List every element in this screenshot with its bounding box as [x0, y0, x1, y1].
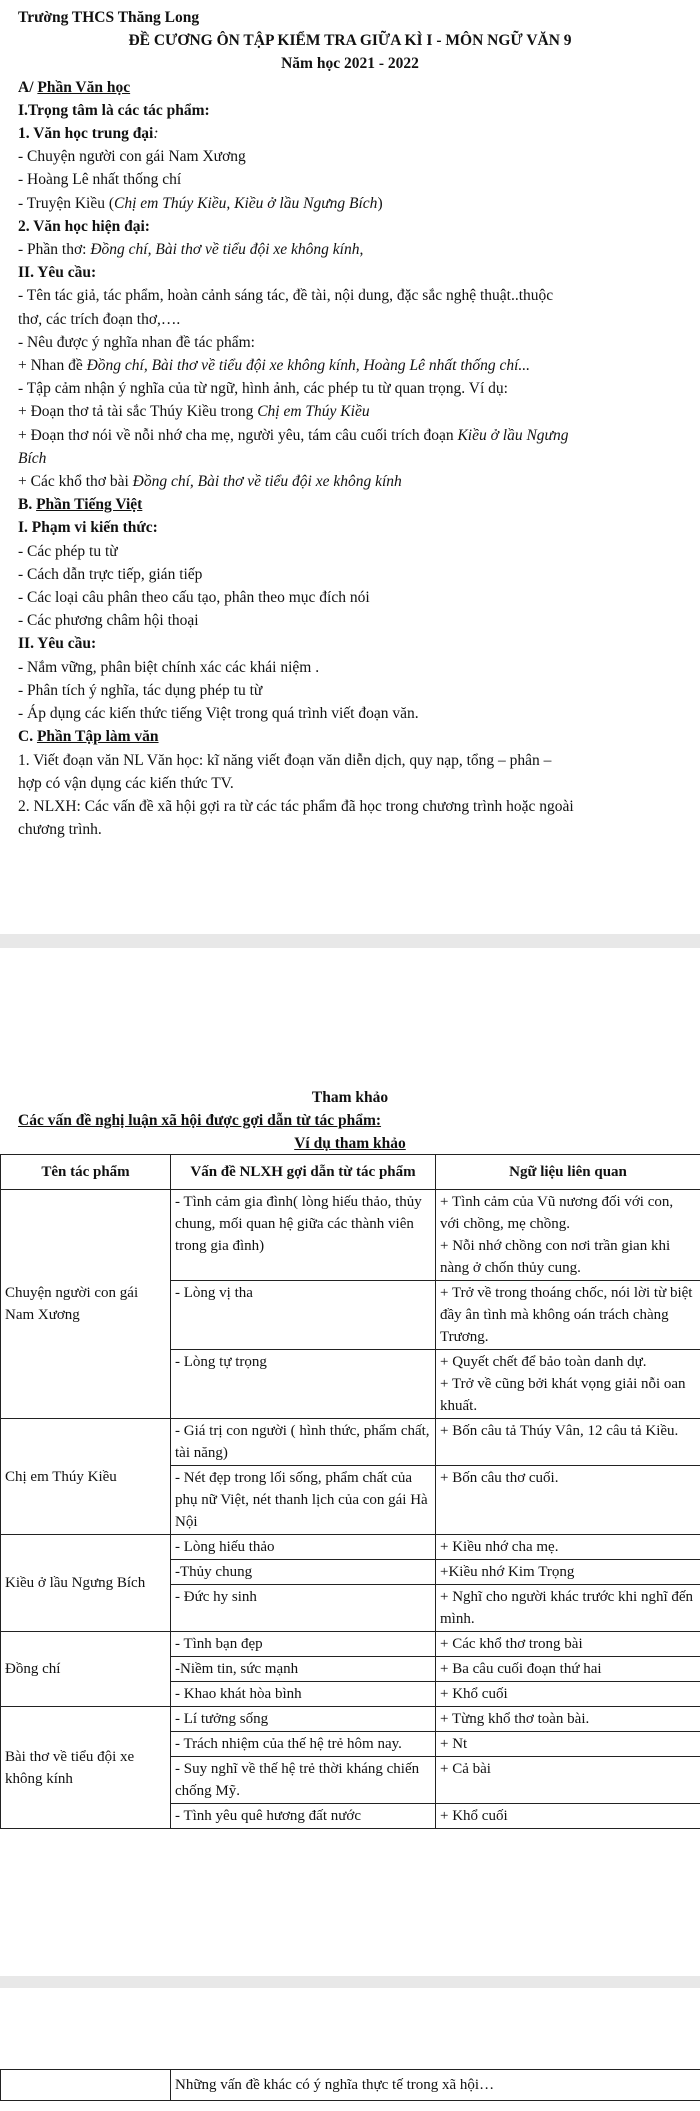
list-item: thơ, các trích đoạn thơ,…. [18, 310, 181, 328]
issue-cell: - Lòng vị tha [171, 1281, 436, 1350]
reference-heading-block [18, 1086, 682, 1156]
table-row [1, 1535, 700, 1560]
evidence-cell: + Bốn câu thơ cuối. [436, 1466, 700, 1535]
list-item [18, 354, 682, 377]
list-item: - Tập cảm nhận ý nghĩa của từ ngữ, hình ảnh, các phép tu từ quan trọng. Ví dụ: [18, 380, 508, 398]
text: + Nhan đề [18, 357, 87, 375]
section-b-heading [18, 493, 682, 516]
header-evidence: Ngữ liệu liên quan [436, 1155, 700, 1190]
reference-title: Tham khảo [311, 1089, 389, 1106]
school-year: Năm học 2021 - 2022 [281, 55, 419, 73]
section-c-title: Phần Tập làm văn [36, 728, 159, 746]
evidence-cell: + Ba câu cuối đoạn thứ hai [436, 1657, 700, 1682]
section-a-part1: I.Trọng tâm là các tác phẩm: [18, 101, 210, 119]
list-item [18, 238, 682, 261]
list-item: - Nắm vững, phân biệt chính xác các khái niệm . [18, 658, 320, 676]
list-item: - Các phương châm hội thoại [18, 612, 199, 630]
issues-table [0, 1154, 700, 1829]
list-item [18, 192, 682, 215]
text-italic: Kiều ở lầu Ngưng [457, 426, 569, 444]
evidence-cell: + Nghĩ cho người khác trước khi nghĩ đến mình. [436, 1585, 700, 1632]
text-italic: Đồng chí, Bài thơ về tiểu đội xe không kính [132, 473, 402, 491]
evidence-cell: + Trở về trong thoáng chốc, nói lời từ biệt đầy ân tình mà không oán trách chàng Trương. [436, 1281, 700, 1350]
issue-cell: - Tình yêu quê hương đất nước [171, 1804, 436, 1829]
page-3 [0, 1988, 700, 2111]
school-name: Trường THCS Thăng Long [18, 9, 200, 26]
table-cell [1, 2070, 171, 2101]
reference-subtitle: Các vấn đề nghị luận xã hội được gợi dẫn từ tác phẩm: [18, 1112, 382, 1130]
work-title-cell: Bài thơ về tiểu đội xe không kính [1, 1707, 171, 1829]
list-item: - Các loại câu phân theo cấu tạo, phân theo mục đích nói [18, 589, 370, 607]
list-item: - Hoàng Lê nhất thống chí [18, 171, 182, 189]
evidence-cell: + Từng khổ thơ toàn bài. [436, 1707, 700, 1732]
medieval-heading [18, 122, 682, 145]
section-a-title: Phần Văn học [37, 78, 131, 96]
list-item: 1. Viết đoạn văn NL Văn học: kĩ năng viết đoạn văn diễn dịch, quy nạp, tổng – phân – [18, 751, 552, 769]
evidence-cell: + Kiều nhớ cha mẹ. [436, 1535, 700, 1560]
issue-cell: - Tình bạn đẹp [171, 1632, 436, 1657]
continuation-table [0, 2069, 700, 2101]
work-title-cell: Kiều ở lầu Ngưng Bích [1, 1535, 171, 1632]
issue-cell: - Nét đẹp trong lối sống, phẩm chất của phụ nữ Việt, nét thanh lịch của con gái Hà Nội [171, 1466, 436, 1535]
section-c-heading [18, 725, 682, 748]
text: - Phần thơ: [18, 241, 91, 259]
text-italic: Chị em Thúy Kiều, Kiều ở lầu Ngưng Bích [114, 194, 378, 212]
page-2 [0, 948, 700, 1976]
section-b-title: Phần Tiếng Việt [36, 496, 143, 514]
header-work: Tên tác phẩm [1, 1155, 171, 1190]
list-item: - Các phép tu từ [18, 542, 118, 560]
list-item [18, 470, 682, 493]
issue-cell: - Khao khát hòa bình [171, 1682, 436, 1707]
evidence-cell: +Kiều nhớ Kim Trọng [436, 1560, 700, 1585]
work-title-cell: Đồng chí [1, 1632, 171, 1707]
issue-cell: - Giá trị con người ( hình thức, phẩm chất, tài năng) [171, 1419, 436, 1466]
section-c-prefix: C. [18, 728, 37, 746]
list-item: - Tên tác giả, tác phẩm, hoàn cảnh sáng tác, đề tài, nội dung, đặc sắc nghệ thuật..thuộc [18, 287, 554, 305]
issue-cell: -Niềm tin, sức mạnh [171, 1657, 436, 1682]
text: + Đoạn thơ tả tài sắc Thúy Kiều trong [18, 403, 258, 421]
modern-heading: 2. Văn học hiện đại: [18, 217, 150, 235]
text: - Truyện Kiều ( [18, 194, 115, 212]
section-b-prefix: B. [18, 496, 37, 514]
work-title-cell: Chị em Thúy Kiều [1, 1419, 171, 1535]
outline-content [18, 6, 682, 841]
section-b-part1: I. Phạm vi kiến thức: [18, 519, 158, 537]
medieval-colon: : [153, 125, 159, 143]
list-item: chương trình. [18, 821, 102, 839]
issue-cell: - Trách nhiệm của thế hệ trẻ hôm nay. [171, 1732, 436, 1757]
header-issue: Vấn đề NLXH gợi dẫn từ tác phẩm [171, 1155, 436, 1190]
text-italic: Đồng chí, Bài thơ về tiểu đội xe không kính, [90, 241, 364, 259]
table-body [1, 1190, 700, 1829]
list-item: hợp có vận dụng các kiến thức TV. [18, 774, 234, 792]
page-1 [0, 0, 700, 934]
text: ) [377, 194, 383, 212]
other-issues-note: Những vấn đề khác có ý nghĩa thực tế trong xã hội… [171, 2070, 700, 2101]
section-a-heading [18, 76, 682, 99]
list-item: - Chuyện người con gái Nam Xương [18, 148, 246, 166]
section-a-part2: II. Yêu cầu: [18, 264, 97, 282]
table-row [1, 1190, 700, 1281]
medieval-title: 1. Văn học trung đại [18, 125, 154, 143]
issue-cell: - Lòng tự trọng [171, 1350, 436, 1419]
evidence-cell: + Khổ cuối [436, 1804, 700, 1829]
issue-cell: - Suy nghĩ về thế hệ trẻ thời kháng chiến chống Mỹ. [171, 1757, 436, 1804]
issue-cell: - Lí tưởng sống [171, 1707, 436, 1732]
table-row [1, 1632, 700, 1657]
evidence-cell: + Quyết chết để bảo toàn danh dự. + Trở về cũng bởi khát vọng giải nỗi oan khuất. [436, 1350, 700, 1419]
list-item: - Cách dẫn trực tiếp, gián tiếp [18, 565, 203, 583]
list-item: Bích [18, 449, 47, 467]
text: + Đoạn thơ nói về nỗi nhớ cha mẹ, người yêu, tám câu cuối trích đoạn [18, 426, 458, 444]
text-italic: Chị em Thúy Kiều [257, 403, 370, 421]
evidence-cell: + Tình cảm của Vũ nương đối với con, với chồng, mẹ chồng. + Nỗi nhớ chồng con nơi trần gian khi nàng ở chốn thủy cung. [436, 1190, 700, 1281]
reference-example: Ví dụ tham khảo [294, 1135, 406, 1153]
list-item: - Nêu được ý nghĩa nhan đề tác phẩm: [18, 333, 255, 351]
list-item: - Phân tích ý nghĩa, tác dụng phép tu từ [18, 681, 263, 699]
evidence-cell: + Cả bài [436, 1757, 700, 1804]
table-row [1, 1707, 700, 1732]
evidence-cell: + Nt [436, 1732, 700, 1757]
document-title: ĐỀ CƯƠNG ÔN TẬP KIỂM TRA GIỮA KÌ I - MÔN NGỮ VĂN 9 [128, 32, 572, 50]
list-item [18, 424, 682, 447]
table-header-row [1, 1155, 700, 1190]
list-item: - Áp dụng các kiến thức tiếng Việt trong quá trình viết đoạn văn. [18, 705, 419, 723]
issue-cell: - Tình cảm gia đình( lòng hiếu thảo, thủy chung, mối quan hệ giữa các thành viên trong gia đình) [171, 1190, 436, 1281]
text: + Các khổ thơ bài [18, 473, 133, 491]
text-italic: Đồng chí, Bài thơ về tiểu đội xe không kính, Hoàng Lê nhất thống chí... [86, 357, 531, 375]
table-row [1, 1419, 700, 1466]
issue-cell: - Đức hy sinh [171, 1585, 436, 1632]
issue-cell: -Thủy chung [171, 1560, 436, 1585]
table-row [1, 2070, 700, 2101]
list-item [18, 400, 682, 423]
section-a-prefix: A/ [18, 78, 38, 96]
issue-cell: - Lòng hiếu thảo [171, 1535, 436, 1560]
issues-table-wrapper [0, 1154, 700, 1829]
work-title-cell: Chuyện người con gái Nam Xương [1, 1190, 171, 1419]
evidence-cell: + Các khổ thơ trong bài [436, 1632, 700, 1657]
list-item: 2. NLXH: Các vấn đề xã hội gợi ra từ các tác phẩm đã học trong chương trình hoặc ngoài [18, 797, 574, 815]
section-b-part2: II. Yêu cầu: [18, 635, 97, 653]
evidence-cell: + Khổ cuối [436, 1682, 700, 1707]
evidence-cell: + Bốn câu tả Thúy Vân, 12 câu tả Kiều. [436, 1419, 700, 1466]
